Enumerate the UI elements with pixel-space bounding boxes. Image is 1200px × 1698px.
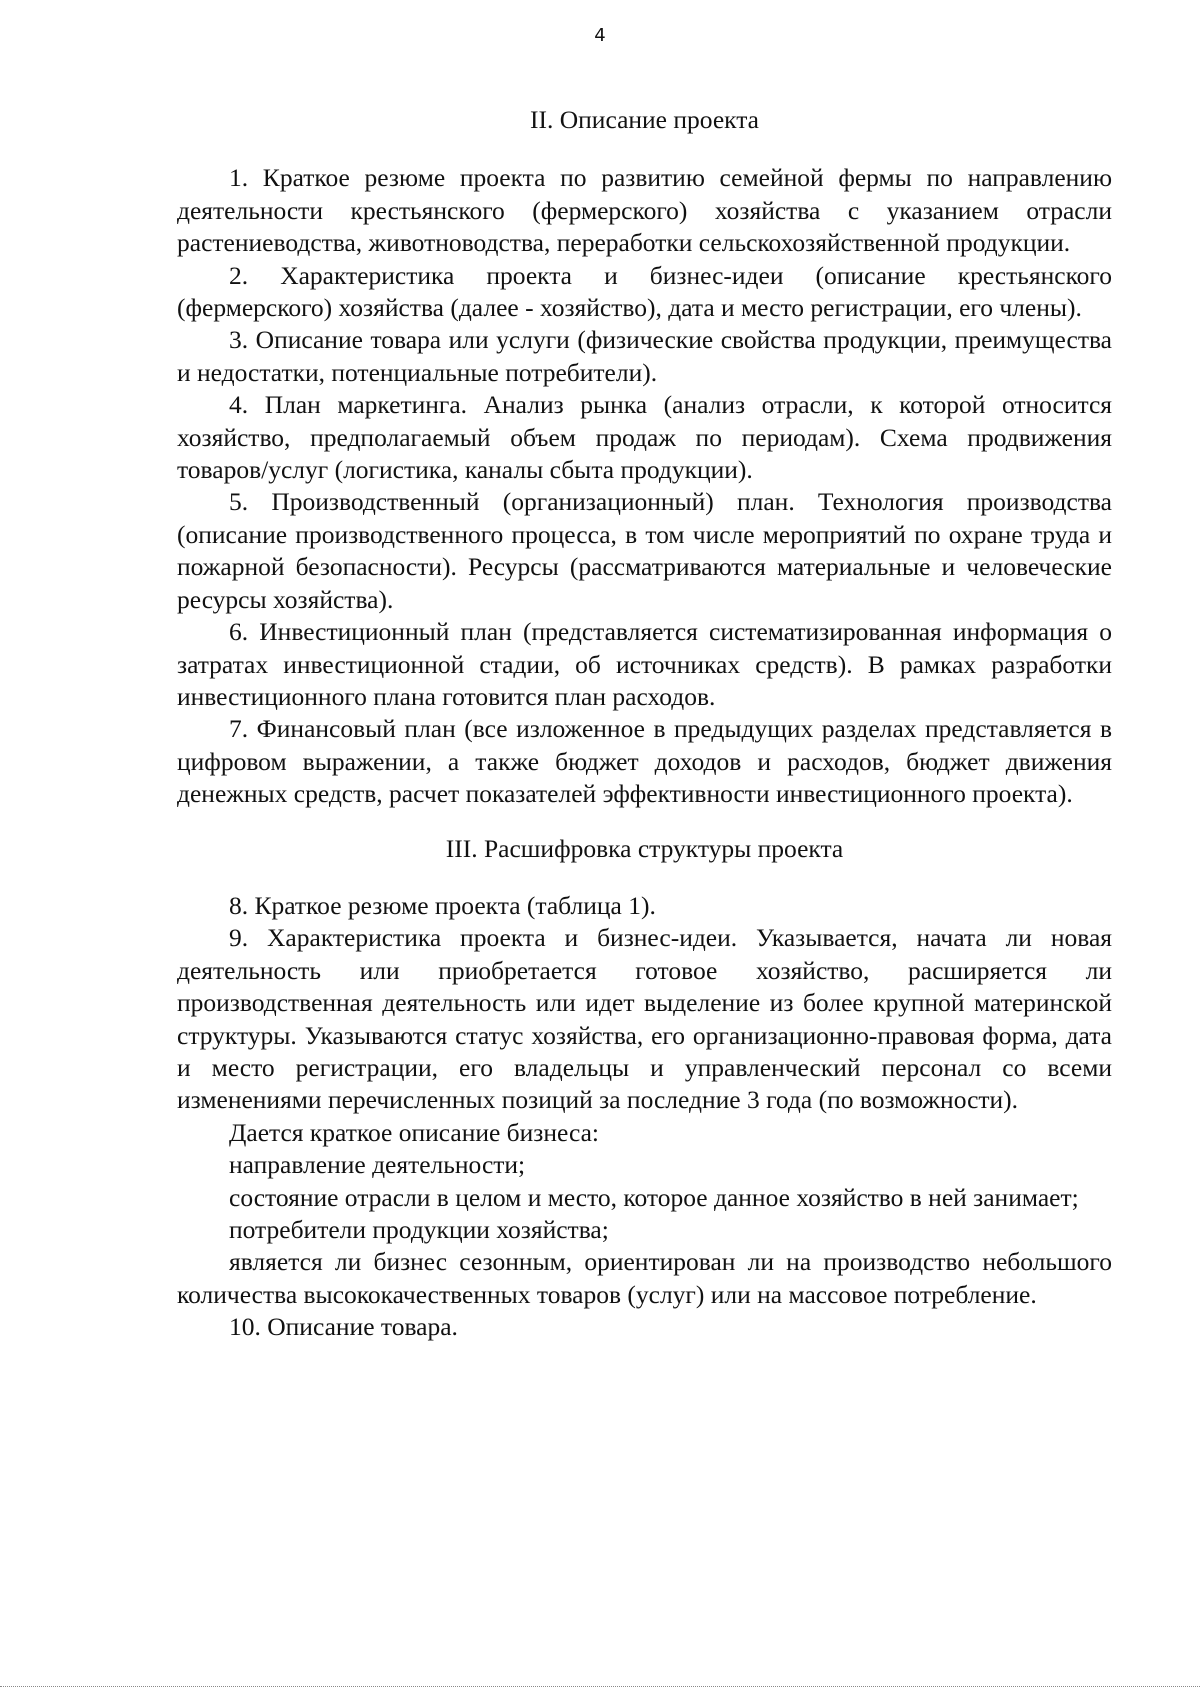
section-heading-2: II. Описание проекта bbox=[530, 105, 759, 134]
paragraph-item-3: 3. Описание товара или услуги (физические свойства продукции, преимущества и недостатки, потенциальные потребители). bbox=[177, 325, 1112, 387]
section-heading-3: III. Расшифровка структуры проекта bbox=[445, 833, 844, 863]
paragraph-business-consumers: потребители продукции хозяйства; bbox=[229, 1215, 609, 1244]
paragraph-item-9: 9. Характеристика проекта и бизнес-идеи. Указывается, начата ли новая деятельность или приобретается готовое хозяйство, расширяется ли производственная деятельность или идет выделение из более крупной материнской структуры. Указываются статус хозяйства, его организационно-правовая форма, дата и место регистрации, его владельцы и управленческий персонал со всеми изменениями перечисленных позиций за последние 3 года (по возможности). bbox=[177, 923, 1112, 1115]
page-number: 4 bbox=[594, 25, 606, 46]
paragraph-item-8: 8. Краткое резюме проекта (таблица 1). bbox=[229, 890, 656, 920]
paragraph-item-2: 2. Характеристика проекта и бизнес-идеи (описание крестьянского (фермерского) хозяйства (далее - хозяйство), дата и место регистрации, его члены). bbox=[177, 260, 1112, 323]
document-body bbox=[177, 104, 1112, 1344]
paragraph-business-seasonality: является ли бизнес сезонным, ориентирован ли на производство небольшого количества высококачественных товаров (услуг) или на массовое потребление. bbox=[177, 1247, 1112, 1309]
paragraph-business-intro: Дается краткое описание бизнеса: bbox=[229, 1117, 599, 1147]
paragraph-item-7: 7. Финансовый план (все изложенное в предыдущих разделах представляется в цифровом выражении, а также бюджет доходов и расходов, бюджет движения денежных средств, расчет показателей эффективности инвестиционного проекта). bbox=[177, 714, 1112, 809]
paragraph-item-4: 4. План маркетинга. Анализ рынка (анализ отрасли, к которой относится хозяйство, предполагаемый объем продаж по периодам). Схема продвижения товаров/услуг (логистика, каналы сбыта продукции). bbox=[177, 390, 1112, 485]
scan-edge-line bbox=[0, 1686, 1200, 1687]
paragraph-item-1: 1. Краткое резюме проекта по развитию семейной фермы по направлению деятельности крестьянского (фермерского) хозяйства с указанием отрасли растениеводства, животноводства, переработки сельскохозяйственной продукции. bbox=[177, 163, 1112, 258]
paragraph-item-10: 10. Описание товара. bbox=[229, 1312, 458, 1342]
paragraph-item-6: 6. Инвестиционный план (представляется систематизированная информация о затратах инвестиционной стадии, об источниках средств). В рамках разработки инвестиционного плана готовится план расходов. bbox=[177, 617, 1112, 711]
paragraph-business-direction: направление деятельности; bbox=[229, 1150, 526, 1180]
paragraph-item-5: 5. Производственный (организационный) план. Технология производства (описание производственного процесса, в том числе мероприятий по охране труда и пожарной безопасности). Ресурсы (рассматриваются материальные и человеческие ресурсы хозяйства). bbox=[177, 487, 1112, 614]
paragraph-business-industry: состояние отрасли в целом и место, которое данное хозяйство в ней занимает; bbox=[229, 1182, 1079, 1212]
